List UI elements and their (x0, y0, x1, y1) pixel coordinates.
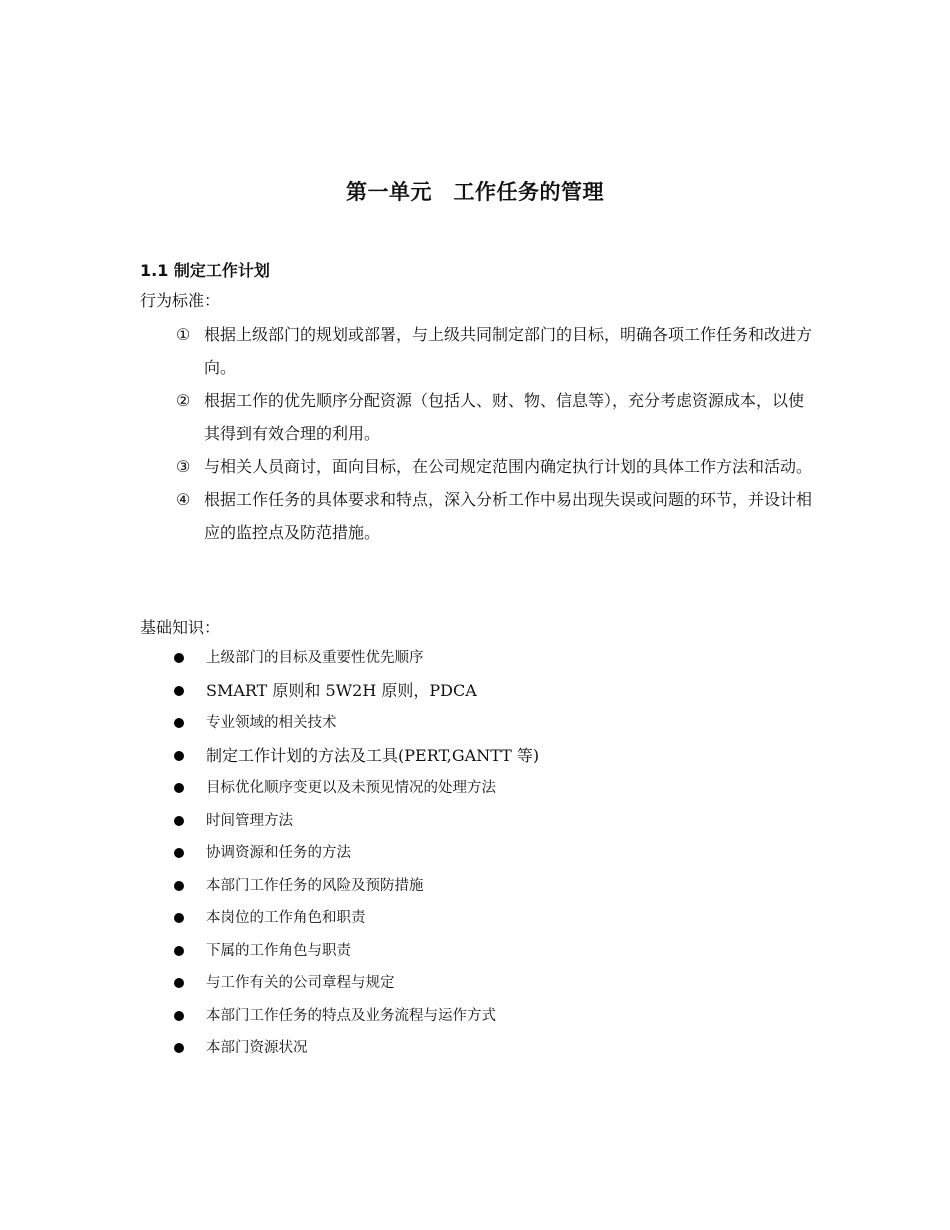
standard-text: 根据工作的优先顺序分配资源（包括人、财、物、信息等），充分考虑资源成本，以使其得到有效合理的利用。 (204, 391, 805, 443)
section-heading: 1.1 制定工作计划 (140, 261, 270, 280)
bullet-icon (174, 913, 184, 923)
standards-label: 行为标准： (140, 291, 221, 310)
knowledge-list (172, 642, 812, 1065)
knowledge-item (172, 837, 812, 870)
knowledge-text: 专业领域的相关技术 (206, 715, 337, 731)
standard-number: ④ (176, 490, 191, 509)
bullet-icon (174, 686, 184, 696)
standard-text: 根据上级部门的规划或部署，与上级共同制定部门的目标，明确各项工作任务和改进方向。 (204, 325, 813, 377)
bullet-icon (174, 1043, 184, 1053)
standard-number: ① (176, 325, 191, 344)
knowledge-item (172, 642, 812, 675)
standards-list (176, 318, 816, 549)
standard-item (176, 450, 816, 483)
knowledge-item (172, 707, 812, 740)
knowledge-item (172, 902, 812, 935)
knowledge-text: 本岗位的工作角色和职责 (206, 910, 366, 926)
standard-text: 根据工作任务的具体要求和特点，深入分析工作中易出现失误或问题的环节，并设计相应的监控点及防范措施。 (204, 490, 813, 542)
knowledge-text: 本部门资源状况 (206, 1040, 308, 1056)
knowledge-text: 与工作有关的公司章程与规定 (206, 975, 395, 991)
knowledge-text: 本部门工作任务的特点及业务流程与运作方式 (206, 1007, 496, 1024)
knowledge-label: 基础知识： (140, 618, 221, 637)
bullet-icon (174, 718, 184, 728)
knowledge-text: 目标优化顺序变更以及未预见情况的处理方法 (206, 780, 496, 796)
bullet-icon (174, 783, 184, 793)
standard-item (176, 483, 816, 549)
knowledge-text: SMART 原则和 5W2H 原则，PDCA (206, 680, 477, 700)
bullet-icon (174, 653, 184, 663)
knowledge-text: 时间管理方法 (206, 812, 293, 829)
knowledge-item (172, 805, 812, 838)
standard-text: 与相关人员商讨，面向目标，在公司规定范围内确定执行计划的具体工作方法和活动。 (204, 457, 813, 476)
bullet-icon (174, 978, 184, 988)
knowledge-item (172, 772, 812, 805)
bullet-icon (174, 816, 184, 826)
unit-title: 第一单元 工作任务的管理 (346, 180, 604, 204)
knowledge-item (172, 740, 812, 773)
knowledge-item (172, 1032, 812, 1065)
standard-number: ③ (176, 457, 191, 476)
knowledge-item (172, 870, 812, 903)
bullet-icon (174, 848, 184, 858)
knowledge-text: 协调资源和任务的方法 (206, 845, 351, 861)
knowledge-item (172, 967, 812, 1000)
knowledge-item (172, 935, 812, 968)
knowledge-item (172, 675, 812, 708)
knowledge-text: 下属的工作角色与职责 (206, 942, 351, 959)
bullet-icon (174, 1011, 184, 1021)
knowledge-text: 制定工作计划的方法及工具(PERT,GANTT 等) (206, 745, 540, 765)
bullet-icon (174, 881, 184, 891)
standard-item (176, 318, 816, 384)
knowledge-text: 本部门工作任务的风险及预防措施 (206, 877, 424, 894)
standard-number: ② (176, 391, 191, 410)
knowledge-text: 上级部门的目标及重要性优先顺序 (206, 650, 424, 666)
standard-item (176, 384, 816, 450)
bullet-icon (174, 946, 184, 956)
knowledge-item (172, 1000, 812, 1033)
bullet-icon (174, 751, 184, 761)
